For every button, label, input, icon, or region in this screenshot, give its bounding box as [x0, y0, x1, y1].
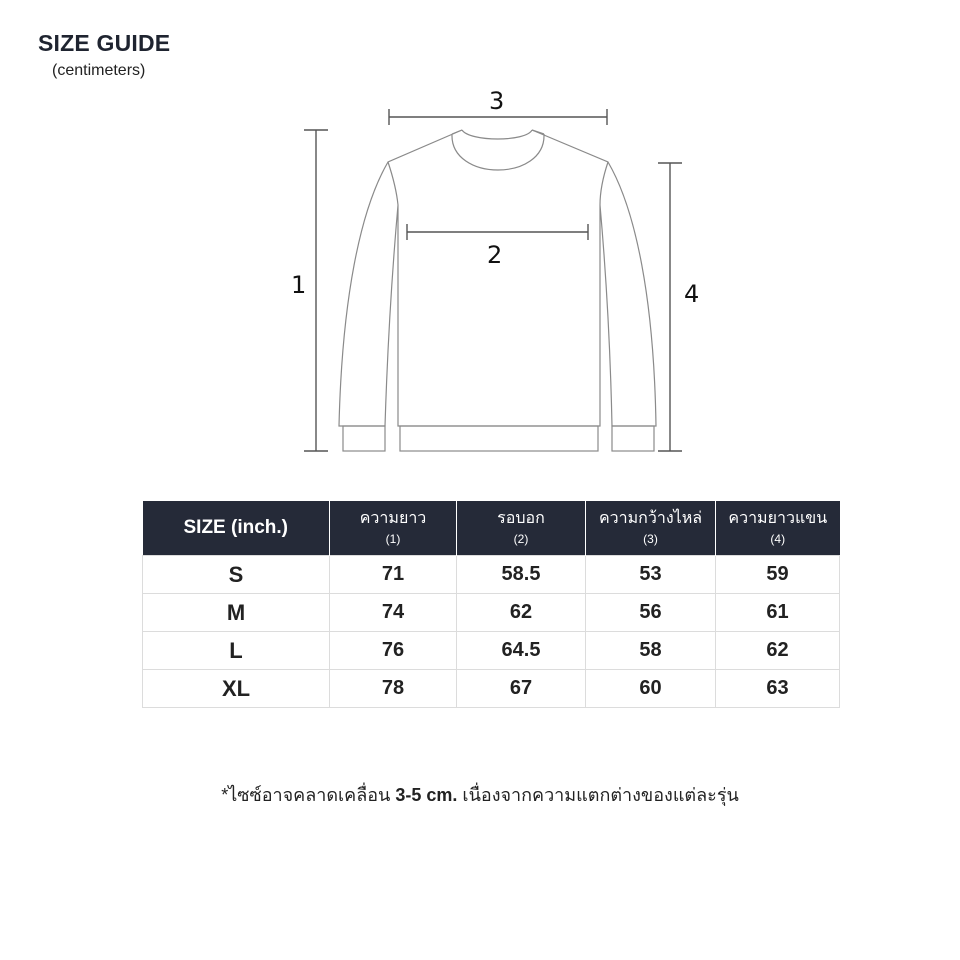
table-header-row: [143, 501, 840, 556]
note-suffix: เนื่องจากความแตกต่างของแต่ละรุ่น: [457, 785, 739, 805]
chest-cell: 64.5: [457, 632, 586, 670]
column-header-label: ความยาวแขน: [728, 510, 828, 527]
shoulder-cell: 53: [586, 556, 716, 594]
length-cell: 78: [330, 670, 457, 708]
size-cell: S: [143, 556, 330, 594]
length-label: 1: [291, 271, 307, 299]
sleeve-cell: 62: [716, 632, 840, 670]
shoulder-label: 3: [489, 87, 505, 115]
note-prefix: *ไซซ์อาจคลาดเคลื่อน: [221, 785, 396, 805]
column-header-label: SIZE (inch.): [183, 517, 288, 538]
column-header-number: (3): [643, 532, 658, 546]
size-table: [142, 501, 840, 708]
column-header-number: (2): [513, 532, 529, 546]
chest-cell: 58.5: [457, 556, 586, 594]
size-cell: M: [143, 594, 330, 632]
column-header-shoulder: [586, 501, 716, 556]
chest-label: 2: [487, 241, 503, 269]
shoulder-cell: 58: [586, 632, 716, 670]
measure-lines: [304, 109, 682, 451]
note-range: 3-5 cm.: [395, 785, 458, 805]
length-cell: 74: [330, 594, 457, 632]
chest-cell: 62: [457, 594, 586, 632]
length-cell: 76: [330, 632, 457, 670]
column-header-number: (4): [770, 532, 786, 546]
column-header-chest: [457, 501, 586, 556]
table-row: [143, 632, 840, 670]
shoulder-cell: 60: [586, 670, 716, 708]
sleeve-label: 4: [684, 280, 700, 308]
column-header-label: ความกว้างไหล่: [598, 510, 703, 527]
table-row: [143, 594, 840, 632]
column-header-number: (1): [385, 532, 401, 546]
sleeve-cell: 61: [716, 594, 840, 632]
column-header-label: รอบอก: [497, 510, 545, 527]
column-header-length: [330, 501, 457, 556]
table-row: [143, 556, 840, 594]
page-subtitle: (centimeters): [52, 62, 146, 79]
size-cell: XL: [143, 670, 330, 708]
sleeve-cell: 59: [716, 556, 840, 594]
column-header-label: ความยาว: [359, 510, 427, 527]
page-title: SIZE GUIDE: [38, 30, 171, 56]
table-row: [143, 670, 840, 708]
size-note: [0, 780, 960, 809]
column-header-sleeve: [716, 501, 840, 556]
sweater-outline: [339, 130, 656, 451]
column-header-size: [143, 501, 330, 556]
chest-cell: 67: [457, 670, 586, 708]
sleeve-cell: 63: [716, 670, 840, 708]
length-cell: 71: [330, 556, 457, 594]
size-cell: L: [143, 632, 330, 670]
shoulder-cell: 56: [586, 594, 716, 632]
